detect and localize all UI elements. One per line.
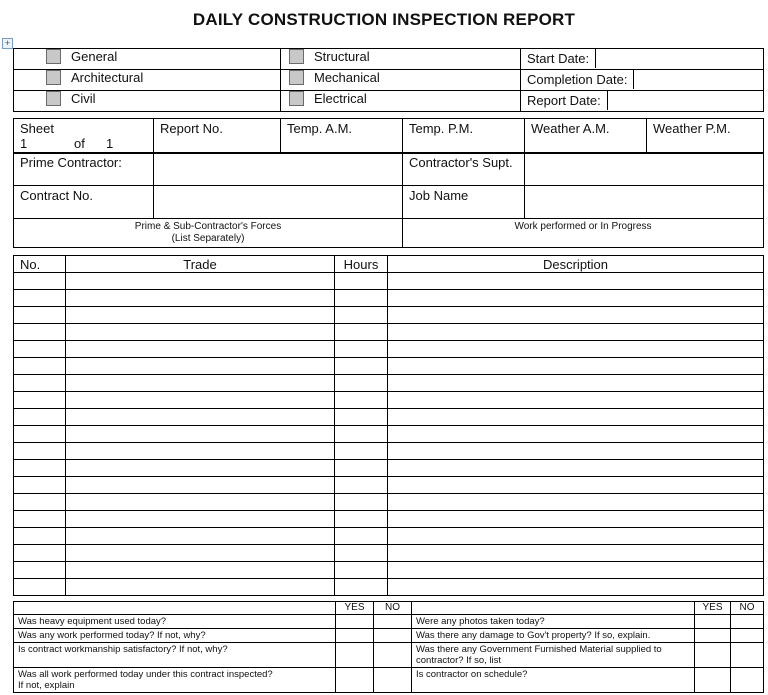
contract-no-field[interactable] xyxy=(154,186,403,219)
labor-description-cell[interactable] xyxy=(388,358,764,375)
completion-date-label: Completion Date: xyxy=(527,72,628,87)
labor-no-cell[interactable] xyxy=(14,307,66,324)
col-trade-header: Trade xyxy=(66,256,335,273)
labor-description-cell[interactable] xyxy=(388,528,764,545)
category-architectural: Architectural xyxy=(71,70,144,85)
job-name-label: Job Name xyxy=(403,186,525,219)
question-work-performed: Was any work performed today? If not, why? xyxy=(14,629,336,643)
checkbox-mechanical[interactable] xyxy=(289,70,304,85)
weather-pm-label[interactable]: Weather P.M. xyxy=(647,119,764,154)
labor-hours-cell[interactable] xyxy=(335,528,388,545)
labor-row xyxy=(14,324,764,341)
labor-hours-cell[interactable] xyxy=(335,409,388,426)
labor-trade-cell[interactable] xyxy=(66,375,335,392)
labor-hours-cell[interactable] xyxy=(335,579,388,596)
contractor-table xyxy=(13,152,764,219)
labor-no-cell[interactable] xyxy=(14,511,66,528)
labor-no-cell[interactable] xyxy=(14,443,66,460)
sheet-label: Sheet xyxy=(20,121,54,136)
labor-description-cell[interactable] xyxy=(388,290,764,307)
labor-table xyxy=(13,255,764,596)
contractor-supt-label: Contractor's Supt. xyxy=(403,153,525,186)
labor-description-cell[interactable] xyxy=(388,579,764,596)
q7-yes-cell[interactable] xyxy=(695,643,731,668)
question-photos: Were any photos taken today? xyxy=(412,615,695,629)
labor-no-cell[interactable] xyxy=(14,426,66,443)
labor-row xyxy=(14,511,764,528)
labor-row xyxy=(14,545,764,562)
labor-description-cell[interactable] xyxy=(388,562,764,579)
labor-no-cell[interactable] xyxy=(14,375,66,392)
q-left-yes-header: YES xyxy=(336,602,374,615)
q-right-header-blank xyxy=(412,602,695,615)
labor-no-cell[interactable] xyxy=(14,562,66,579)
labor-trade-cell[interactable] xyxy=(66,511,335,528)
labor-rows xyxy=(14,273,764,596)
q7-no-cell[interactable] xyxy=(731,643,764,668)
labor-trade-cell[interactable] xyxy=(66,341,335,358)
labor-trade-cell[interactable] xyxy=(66,477,335,494)
forces-header-table xyxy=(13,218,764,248)
labor-trade-cell[interactable] xyxy=(66,494,335,511)
q8-no-cell[interactable] xyxy=(731,668,764,693)
labor-row xyxy=(14,341,764,358)
labor-description-cell[interactable] xyxy=(388,409,764,426)
labor-trade-cell[interactable] xyxy=(66,290,335,307)
forces-line2: (List Separately) xyxy=(171,233,245,244)
q1-no-cell[interactable] xyxy=(374,615,412,629)
checkbox-general[interactable] xyxy=(46,49,61,64)
col-hours-header: Hours xyxy=(335,256,388,273)
category-structural: Structural xyxy=(314,49,370,64)
labor-description-cell[interactable] xyxy=(388,545,764,562)
col-description-header: Description xyxy=(388,256,764,273)
labor-description-cell[interactable] xyxy=(388,511,764,528)
checkbox-architectural[interactable] xyxy=(46,70,61,85)
labor-trade-cell[interactable] xyxy=(66,358,335,375)
temp-am-label[interactable]: Temp. A.M. xyxy=(281,119,403,154)
labor-description-cell[interactable] xyxy=(388,273,764,290)
labor-description-cell[interactable] xyxy=(388,307,764,324)
q-right-yes-header: YES xyxy=(695,602,731,615)
labor-no-cell[interactable] xyxy=(14,545,66,562)
question-gov-material: Was there any Government Furnished Material supplied to contractor? If so, list xyxy=(412,643,695,668)
labor-hours-cell[interactable] xyxy=(335,511,388,528)
labor-no-cell[interactable] xyxy=(14,494,66,511)
labor-row xyxy=(14,562,764,579)
sheet-number: 1 xyxy=(20,136,28,151)
question-workmanship: Is contract workmanship satisfactory? If not, why? xyxy=(14,643,336,668)
labor-hours-cell[interactable] xyxy=(335,375,388,392)
labor-row xyxy=(14,443,764,460)
labor-trade-cell[interactable] xyxy=(66,460,335,477)
question-heavy-equipment: Was heavy equipment used today? xyxy=(14,615,336,629)
q-right-no-header: NO xyxy=(731,602,764,615)
labor-row xyxy=(14,375,764,392)
contract-no-label: Contract No. xyxy=(14,186,154,219)
labor-trade-cell[interactable] xyxy=(66,528,335,545)
labor-no-cell[interactable] xyxy=(14,358,66,375)
q6-no-cell[interactable] xyxy=(731,629,764,643)
report-no-label[interactable]: Report No. xyxy=(154,119,281,154)
sheet-total: 1 xyxy=(106,136,114,151)
category-mechanical: Mechanical xyxy=(314,70,380,85)
contractor-supt-field[interactable] xyxy=(525,153,764,186)
labor-row xyxy=(14,460,764,477)
checkbox-civil[interactable] xyxy=(46,91,61,106)
labor-description-cell[interactable] xyxy=(388,392,764,409)
q5-no-cell[interactable] xyxy=(731,615,764,629)
labor-no-cell[interactable] xyxy=(14,579,66,596)
question-inspected: Was all work performed today under this contract inspected? If not, explain xyxy=(14,668,336,693)
q-left-no-header: NO xyxy=(374,602,412,615)
q1-yes-cell[interactable] xyxy=(336,615,374,629)
questions-table xyxy=(13,601,764,693)
labor-hours-cell[interactable] xyxy=(335,307,388,324)
forces-header xyxy=(14,219,403,248)
labor-no-cell[interactable] xyxy=(14,409,66,426)
q5-yes-cell[interactable] xyxy=(695,615,731,629)
labor-hours-cell[interactable] xyxy=(335,290,388,307)
labor-description-cell[interactable] xyxy=(388,494,764,511)
labor-hours-cell[interactable] xyxy=(335,460,388,477)
labor-hours-cell[interactable] xyxy=(335,494,388,511)
prime-contractor-field[interactable] xyxy=(154,153,403,186)
labor-description-cell[interactable] xyxy=(388,375,764,392)
labor-row xyxy=(14,392,764,409)
work-performed-header: Work performed or In Progress xyxy=(403,219,764,248)
labor-hours-cell[interactable] xyxy=(335,341,388,358)
weather-am-label[interactable]: Weather A.M. xyxy=(525,119,647,154)
labor-hours-cell[interactable] xyxy=(335,324,388,341)
labor-trade-cell[interactable] xyxy=(66,443,335,460)
labor-trade-cell[interactable] xyxy=(66,324,335,341)
labor-trade-cell[interactable] xyxy=(66,273,335,290)
labor-row xyxy=(14,477,764,494)
q2-yes-cell[interactable] xyxy=(336,629,374,643)
labor-no-cell[interactable] xyxy=(14,528,66,545)
labor-description-cell[interactable] xyxy=(388,426,764,443)
labor-trade-cell[interactable] xyxy=(66,409,335,426)
labor-hours-cell[interactable] xyxy=(335,358,388,375)
q4-yes-cell[interactable] xyxy=(336,668,374,693)
completion-date-field[interactable] xyxy=(633,70,763,89)
labor-no-cell[interactable] xyxy=(14,290,66,307)
labor-description-cell[interactable] xyxy=(388,443,764,460)
category-electrical: Electrical xyxy=(314,91,367,106)
table-move-handle-icon[interactable]: + xyxy=(2,38,13,49)
checkbox-electrical[interactable] xyxy=(289,91,304,106)
report-title: DAILY CONSTRUCTION INSPECTION REPORT xyxy=(192,10,576,29)
q8-yes-cell[interactable] xyxy=(695,668,731,693)
temp-pm-label[interactable]: Temp. P.M. xyxy=(403,119,525,154)
report-date-label: Report Date: xyxy=(527,93,601,108)
labor-no-cell[interactable] xyxy=(14,273,66,290)
q-left-header-blank xyxy=(14,602,336,615)
category-general: General xyxy=(71,49,118,64)
report-date-field[interactable] xyxy=(607,91,763,110)
labor-row xyxy=(14,409,764,426)
labor-hours-cell[interactable] xyxy=(335,477,388,494)
category-table xyxy=(13,48,764,112)
labor-hours-cell[interactable] xyxy=(335,562,388,579)
labor-hours-cell[interactable] xyxy=(335,443,388,460)
labor-trade-cell[interactable] xyxy=(66,426,335,443)
q6-yes-cell[interactable] xyxy=(695,629,731,643)
category-civil: Civil xyxy=(71,91,96,106)
labor-hours-cell[interactable] xyxy=(335,426,388,443)
labor-hours-cell[interactable] xyxy=(335,392,388,409)
labor-row xyxy=(14,528,764,545)
labor-trade-cell[interactable] xyxy=(66,392,335,409)
sheet-cell xyxy=(14,119,154,154)
info-table xyxy=(13,118,764,154)
labor-row xyxy=(14,358,764,375)
labor-row xyxy=(14,273,764,290)
checkbox-structural[interactable] xyxy=(289,49,304,64)
q2-no-cell[interactable] xyxy=(374,629,412,643)
labor-trade-cell[interactable] xyxy=(66,579,335,596)
q4-no-cell[interactable] xyxy=(374,668,412,693)
prime-contractor-label: Prime Contractor: xyxy=(14,153,154,186)
labor-row xyxy=(14,290,764,307)
col-no-header: No. xyxy=(14,256,66,273)
labor-description-cell[interactable] xyxy=(388,477,764,494)
labor-no-cell[interactable] xyxy=(14,341,66,358)
question-on-schedule: Is contractor on schedule? xyxy=(412,668,695,693)
start-date-field[interactable] xyxy=(595,49,763,68)
labor-no-cell[interactable] xyxy=(14,477,66,494)
labor-trade-cell[interactable] xyxy=(66,545,335,562)
q3-no-cell[interactable] xyxy=(374,643,412,668)
labor-trade-cell[interactable] xyxy=(66,562,335,579)
labor-row xyxy=(14,579,764,596)
labor-description-cell[interactable] xyxy=(388,324,764,341)
labor-description-cell[interactable] xyxy=(388,460,764,477)
labor-row xyxy=(14,494,764,511)
q3-yes-cell[interactable] xyxy=(336,643,374,668)
start-date-label: Start Date: xyxy=(527,51,590,66)
labor-trade-cell[interactable] xyxy=(66,307,335,324)
job-name-field[interactable] xyxy=(525,186,764,219)
labor-row xyxy=(14,426,764,443)
labor-no-cell[interactable] xyxy=(14,324,66,341)
forces-line1: Prime & Sub-Contractor's Forces xyxy=(134,221,282,232)
labor-no-cell[interactable] xyxy=(14,392,66,409)
labor-hours-cell[interactable] xyxy=(335,545,388,562)
labor-hours-cell[interactable] xyxy=(335,273,388,290)
sheet-of-label: of xyxy=(74,136,85,151)
labor-description-cell[interactable] xyxy=(388,341,764,358)
labor-row xyxy=(14,307,764,324)
labor-no-cell[interactable] xyxy=(14,460,66,477)
question-damage: Was there any damage to Gov't property? If so, explain. xyxy=(412,629,695,643)
